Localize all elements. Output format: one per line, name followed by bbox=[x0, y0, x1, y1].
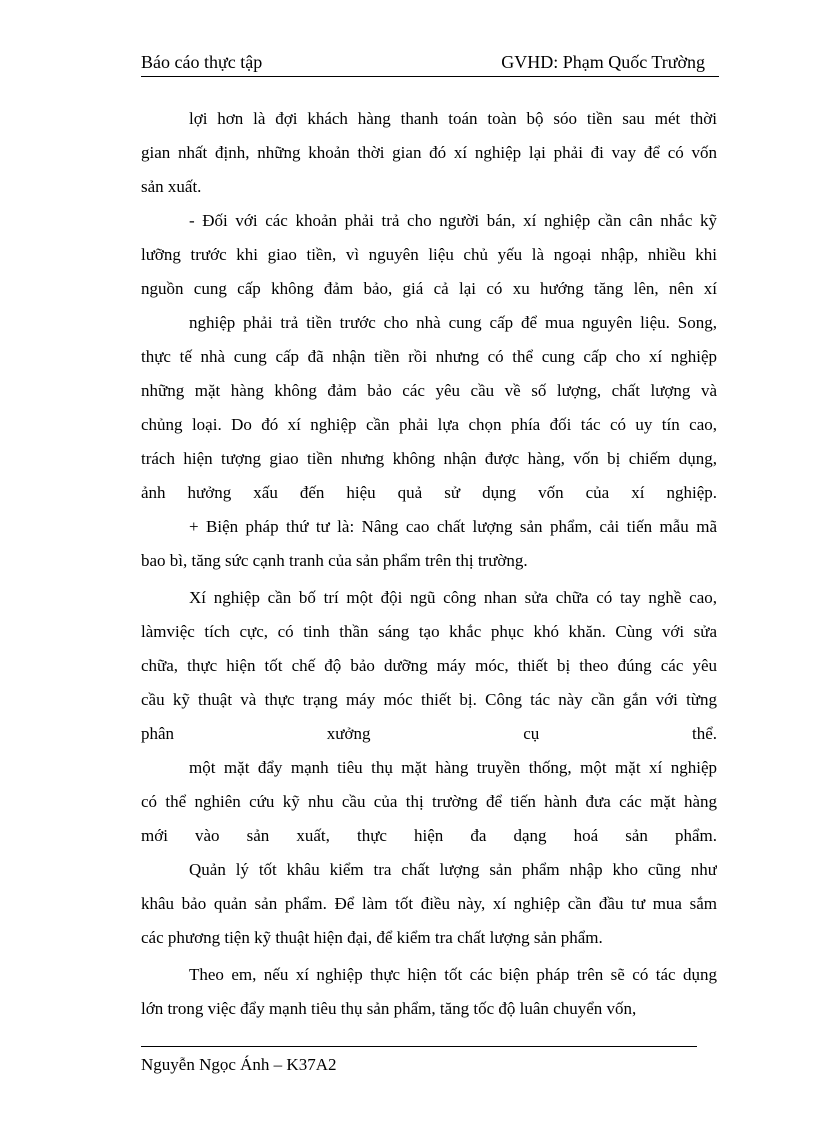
header-report-title: Báo cáo thực tập bbox=[141, 52, 263, 72]
body-line: những mặt hàng không đảm bảo các yêu cầu về số lượng, chất lượng và bbox=[141, 381, 717, 400]
document-body bbox=[141, 102, 717, 1026]
body-line: làmviệc tích cực, có tinh thần sáng tạo khắc phục khó khăn. Cùng với sửa bbox=[141, 622, 717, 641]
body-line: khâu bảo quản sản phẩm. Để làm tốt điều này, xí nghiệp cần đầu tư mua sắm bbox=[141, 894, 717, 913]
body-line: lợi hơn là đợi khách hàng thanh toán toàn bộ sóo tiền sau mét thời bbox=[189, 109, 717, 128]
body-line: có thể nghiên cứu kỹ nhu cầu của thị trường để tiến hành đưa các mặt hàng bbox=[141, 792, 717, 811]
body-line: Theo em, nếu xí nghiệp thực hiện tốt các biện pháp trên sẽ có tác dụng bbox=[189, 965, 717, 984]
body-line: chữa, thực hiện tốt chế độ bảo dưỡng máy móc, thiết bị theo đúng các yêu bbox=[141, 656, 717, 675]
header-supervisor: GVHD: Phạm Quốc Trường bbox=[501, 52, 705, 72]
body-line: ảnh hưởng xấu đến hiệu quả sử dụng vốn của xí nghiệp. bbox=[141, 483, 717, 502]
body-line: thực tế nhà cung cấp đã nhận tiền rồi nhưng có thể cung cấp cho xí nghiệp bbox=[141, 347, 717, 366]
footer-author: Nguyễn Ngọc Ánh – K37A2 bbox=[141, 1055, 337, 1074]
body-line: lưỡng trước khi giao tiền, vì nguyên liệu chủ yếu là ngoại nhập, nhiều khi bbox=[141, 245, 717, 264]
body-line: trách hiện tượng giao tiền nhưng không nhận được hàng, vốn bị chiếm dụng, bbox=[141, 449, 717, 468]
body-line: gian nhất định, những khoản thời gian đó xí nghiệp lại phải đi vay để có vốn bbox=[141, 143, 717, 162]
body-line: chủng loại. Do đó xí nghiệp cần phải lựa chọn phía đối tác có uy tín cao, bbox=[141, 415, 717, 434]
page-header bbox=[141, 52, 719, 77]
body-line: sản xuất. bbox=[141, 177, 202, 196]
body-line: một mặt đẩy mạnh tiêu thụ mặt hàng truyền thống, một mặt xí nghiệp bbox=[189, 758, 717, 777]
body-line: mới vào sản xuất, thực hiện đa dạng hoá sản phẩm. bbox=[141, 826, 717, 845]
body-line: phân xưởng cụ thể. bbox=[141, 724, 717, 743]
body-line: Xí nghiệp cần bố trí một đội ngũ công nhan sửa chữa có tay nghề cao, bbox=[189, 588, 717, 607]
body-line: nghiệp phải trả tiền trước cho nhà cung cấp để mua nguyên liệu. Song, bbox=[189, 313, 717, 332]
page-footer bbox=[141, 1046, 697, 1075]
body-line: các phương tiện kỹ thuật hiện đại, để kiểm tra chất lượng sản phẩm. bbox=[141, 928, 603, 947]
body-line: Quản lý tốt khâu kiểm tra chất lượng sản phẩm nhập kho cũng như bbox=[189, 860, 717, 879]
body-line: - Đối với các khoản phải trả cho người bán, xí nghiệp cần cân nhắc kỹ bbox=[189, 211, 717, 230]
body-line: nguồn cung cấp không đảm bảo, giá cả lại có xu hướng tăng lên, nên xí bbox=[141, 279, 717, 298]
body-line: cầu kỹ thuật và thực trạng máy móc thiết bị. Công tác này cần gắn với từng bbox=[141, 690, 717, 709]
body-line: + Biện pháp thứ tư là: Nâng cao chất lượng sản phẩm, cải tiến mẫu mã bbox=[189, 517, 717, 536]
body-line: lớn trong việc đẩy mạnh tiêu thụ sản phẩm, tăng tốc độ luân chuyển vốn, bbox=[141, 999, 637, 1018]
body-line: bao bì, tăng sức cạnh tranh của sản phẩm trên thị trường. bbox=[141, 551, 528, 570]
